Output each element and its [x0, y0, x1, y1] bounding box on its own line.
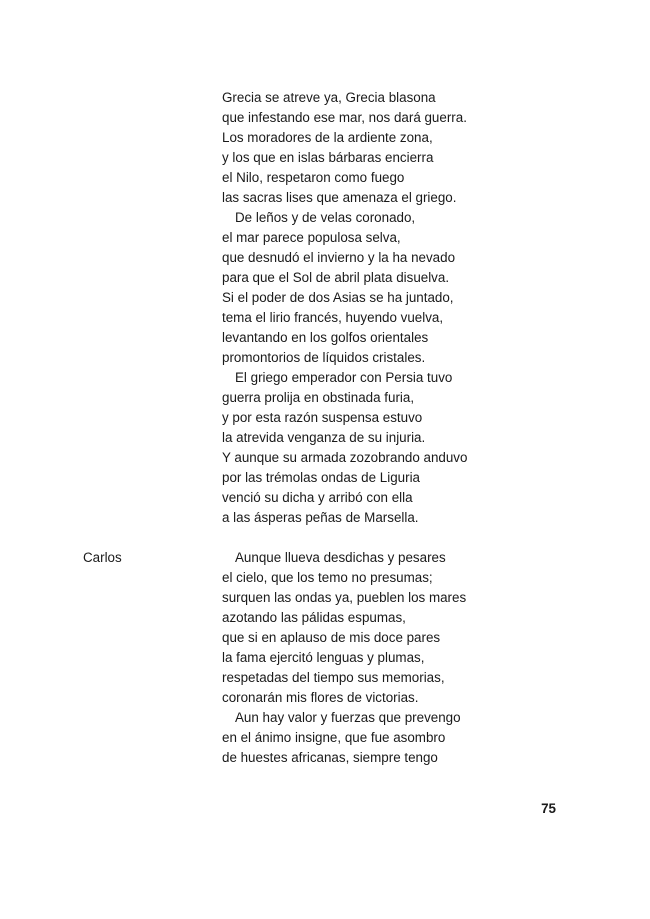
verse-line: para que el Sol de abril plata disuelva.	[222, 270, 450, 285]
verse-line: Aunque llueva desdichas y pesares	[235, 550, 446, 565]
verse-line: que si en aplauso de mis doce pares	[222, 630, 441, 645]
verse-line: Aun hay valor y fuerzas que prevengo	[235, 710, 461, 725]
verse-block-1	[222, 88, 522, 528]
verse-line: la atrevida venganza de su injuria.	[222, 430, 426, 445]
verse-line: coronarán mis flores de victorias.	[222, 690, 419, 705]
verse-line: tema el lirio francés, huyendo vuelva,	[222, 310, 444, 325]
verse-line: y los que en islas bárbaras encierra	[222, 150, 434, 165]
verse-line: El griego emperador con Persia tuvo	[235, 370, 453, 385]
verse-line: que infestando ese mar, nos dará guerra.	[222, 110, 467, 125]
verse-line: surquen las ondas ya, pueblen los mares	[222, 590, 467, 605]
verse-line: respetadas del tiempo sus memorias,	[222, 670, 445, 685]
verse-line: a las ásperas peñas de Marsella.	[222, 510, 419, 525]
verse-line: Y aunque su armada zozobrando anduvo	[222, 450, 468, 465]
verse-line: que desnudó el invierno y la ha nevado	[222, 250, 456, 265]
verse-line: las sacras lises que amenaza el griego.	[222, 190, 457, 205]
speaker-name: Carlos	[83, 550, 122, 565]
verse-line: Si el poder de dos Asias se ha juntado,	[222, 290, 454, 305]
verse-line: levantando en los golfos orientales	[222, 330, 429, 345]
verse-line: azotando las pálidas espumas,	[222, 610, 406, 625]
verse-line: de huestes africanas, siempre tengo	[222, 750, 438, 765]
verse-line: y por esta razón suspensa estuvo	[222, 410, 423, 425]
verse-line: el cielo, que los temo no presumas;	[222, 570, 433, 585]
verse-line: el Nilo, respetaron como fuego	[222, 170, 405, 185]
verse-line: el mar parece populosa selva,	[222, 230, 401, 245]
verse-line: Los moradores de la ardiente zona,	[222, 130, 433, 145]
verse-line: De leños y de velas coronado,	[235, 210, 416, 225]
page-number: 75	[541, 801, 556, 816]
verse-line: en el ánimo insigne, que fue asombro	[222, 730, 446, 745]
verse-line: la fama ejercitó lenguas y plumas,	[222, 650, 425, 665]
verse-line: guerra prolija en obstinada furia,	[222, 390, 415, 405]
verse-line: venció su dicha y arribó con ella	[222, 490, 413, 505]
verse-line: por las trémolas ondas de Liguria	[222, 470, 420, 485]
verse-line: Grecia se atreve ya, Grecia blasona	[222, 90, 436, 105]
verse-line: promontorios de líquidos cristales.	[222, 350, 426, 365]
verse-block-2	[222, 548, 522, 768]
